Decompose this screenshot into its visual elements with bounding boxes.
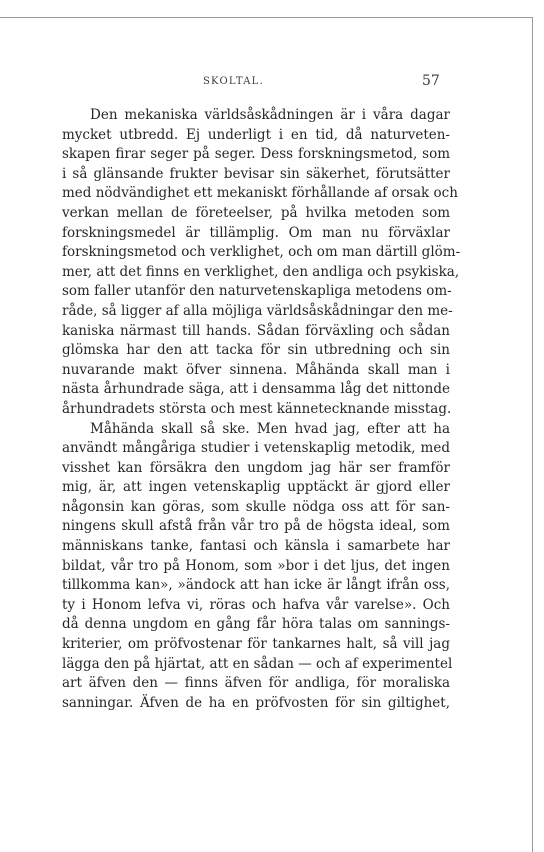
text-line: lägga den på hjärtat, att en sådan — och af experimentel (62, 655, 453, 672)
page-number: 57 (422, 73, 440, 89)
page-right-rule (532, 17, 533, 852)
text-line: mig, är, att ingen vetenskaplig upptäckt är gjord eller (62, 479, 450, 496)
text-line: århundradets största och mest kännetecknande misstag. (62, 400, 452, 417)
text-line: råde, så ligger af alla möjliga världsåskådningar den me- (62, 302, 453, 319)
text-line: ty i Honom lefva vi, röras och hafva vår varelse». Och (62, 596, 450, 613)
text-line: kaniska närmast till hands. Sådan förväxling och sådan (62, 322, 450, 339)
text-line: som faller utanför den naturvetenskapliga metodens om- (62, 283, 452, 300)
text-line: mycket utbredd. Ej underligt i en tid, då naturveten- (62, 126, 450, 143)
text-line: visshet kan försäkra den ungdom jag här ser framför (62, 459, 450, 476)
text-line: någonsin kan göras, som skulle nödga oss att för san- (62, 498, 450, 515)
text-line: mer, att det finns en verklighet, den andliga och psykiska, (62, 263, 460, 280)
running-title: SKOLTAL. (203, 76, 264, 87)
text-line: användt mångåriga studier i vetenskaplig metodik, med (62, 440, 450, 457)
text-line: sanningar. Äfven de ha en pröfvosten för sin giltighet, (62, 694, 450, 711)
text-line: med nödvändighet ett mekaniskt förhållande af orsak och (62, 185, 458, 202)
text-line: människans tanke, fantasi och känsla i samarbete har (62, 538, 450, 555)
text-line: skapen firar seger på seger. Dess forskningsmetod, som (62, 146, 450, 163)
text-line: bildat, vår tro på Honom, som »bor i det ljus, det ingen (62, 557, 450, 574)
text-line: tillkomma kan», »ändock att han icke är långt ifrån oss, (62, 577, 450, 594)
body-text (62, 106, 461, 713)
page-top-rule (0, 17, 532, 18)
text-line: art äfven den — finns äfven för andliga, för moraliska (62, 675, 450, 692)
text-line: i så glänsande frukter bevisar sin säkerhet, förutsätter (62, 165, 450, 182)
text-line: forskningsmedel är tillämplig. Om man nu förväxlar (62, 224, 450, 241)
text-line: kriterier, om pröfvostenar för tankarnes halt, så vill jag (62, 636, 450, 653)
text-line: forskningsmetod och verklighet, och om man därtill glöm- (62, 244, 461, 261)
text-line: glömska har den att tacka för sin utbredning och sin (62, 342, 450, 359)
text-line: Den mekaniska världsåskådningen är i våra dagar (90, 107, 450, 123)
text-line: då denna ungdom en gång får höra talas om sannings- (62, 616, 450, 633)
text-line: nästa århundrade säga, att i densamma låg det nittonde (62, 381, 450, 398)
text-line: nuvarande makt öfver sinnena. Måhända skall man i (62, 361, 450, 378)
text-line: Måhända skall så ske. Men hvad jag, efter att ha (90, 420, 450, 437)
text-line: ningens skull afstå från vår tro på de högsta ideal, som (62, 518, 450, 535)
text-line: verkan mellan de företeelser, på hvilka metoden som (62, 204, 450, 221)
